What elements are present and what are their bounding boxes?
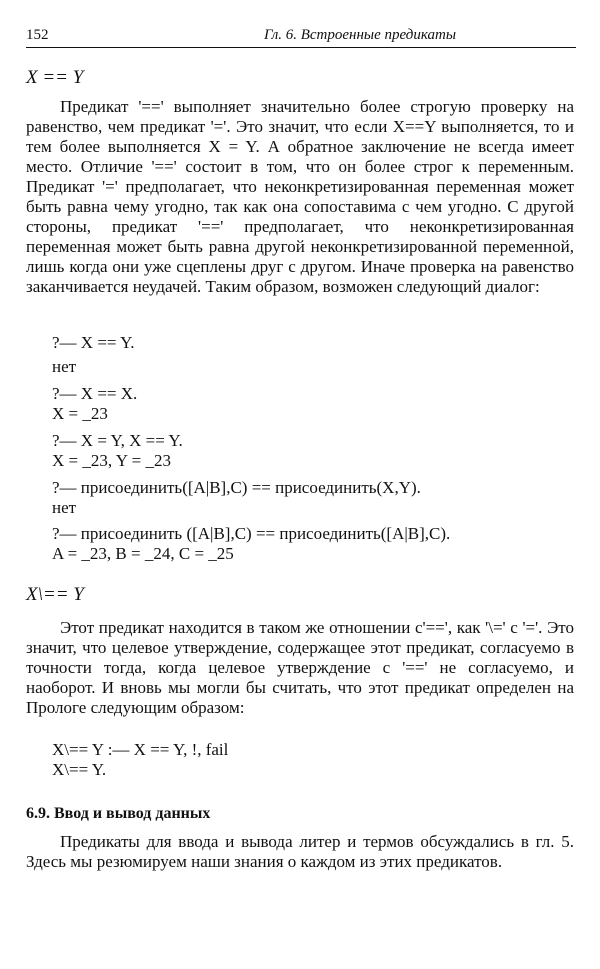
dialog-answer: нет xyxy=(52,498,77,517)
dialog-query: ?— присоединить([A|B],C) == присоединить(X,Y). xyxy=(52,478,421,497)
dialog-query: ?— X == Y. xyxy=(52,333,135,352)
dialog-block-5 xyxy=(52,524,450,564)
dialog-query: ?— X = Y, X == Y. xyxy=(52,431,183,450)
header-rule xyxy=(26,47,576,48)
code-line: X\== Y :— X == Y, !, fail xyxy=(52,740,229,759)
paragraph-6-9 xyxy=(26,832,574,872)
paragraph-eq xyxy=(26,97,574,297)
dialog-block-4 xyxy=(52,478,421,518)
section-title-6-9: 6.9. Ввод и вывод данных xyxy=(26,805,211,822)
code-neq-definition xyxy=(52,740,228,780)
dialog-block-1 xyxy=(52,333,134,377)
running-title: Гл. 6. Встроенные предикаты xyxy=(263,27,456,43)
dialog-query: ?— присоединить ([A|B],C) == присоединить([A|B],C). xyxy=(52,524,451,543)
dialog-answer: нет xyxy=(52,357,77,376)
dialog-answer: A = _23, B = _24, C = _25 xyxy=(52,544,234,563)
paragraph-neq-text: Этот предикат находится в таком же отношении с'==', как '\=' с '='. Это значит, что целевое утверждение, содержащее этот предикат, согласуемо в точности тогда, когда целевое утверждение с '==' не согласуемо, и наоборот. И вновь мы могли бы считать, что этот предикат определен на Прологе следующим образом: xyxy=(26,618,574,717)
dialog-answer: X = _23 xyxy=(52,404,108,423)
heading-x-eq-y: X == Y xyxy=(26,67,84,88)
paragraph-6-9-text: Предикаты для ввода и вывода литер и термов обсуждались в гл. 5. Здесь мы резюмируем наши знания о каждом из этих предикатов. xyxy=(26,832,574,871)
paragraph-eq-text: Предикат '==' выполняет значительно более строгую проверку на равенство, чем предикат '='. Это значит, что если X==Y выполняется, то и тем более выполняется X = Y. А обратное заключение не всегда имеет место. Отличие '==' состоит в том, что он более строг к переменным. Предикат '=' предполагает, что неконкретизированная переменная может быть равна чему угодно, так как она сопоставима с чем угодно. С другой стороны, предикат '==' предполагает, что неконкретизированная переменная может быть равна другой неконкретизированной переменной, лишь когда они уже сцеплены друг с другом. Иначе проверка на равенство заканчивается неудачей. Таким образом, возможен следующий диалог: xyxy=(26,97,574,296)
dialog-block-2 xyxy=(52,384,137,424)
heading-x-neq-y: X\== Y xyxy=(26,584,84,605)
code-line: X\== Y. xyxy=(52,760,107,779)
paragraph-neq xyxy=(26,618,574,718)
page-number: 152 xyxy=(26,27,49,43)
dialog-block-3 xyxy=(52,431,183,471)
dialog-answer: X = _23, Y = _23 xyxy=(52,451,171,470)
dialog-query: ?— X == X. xyxy=(52,384,138,403)
